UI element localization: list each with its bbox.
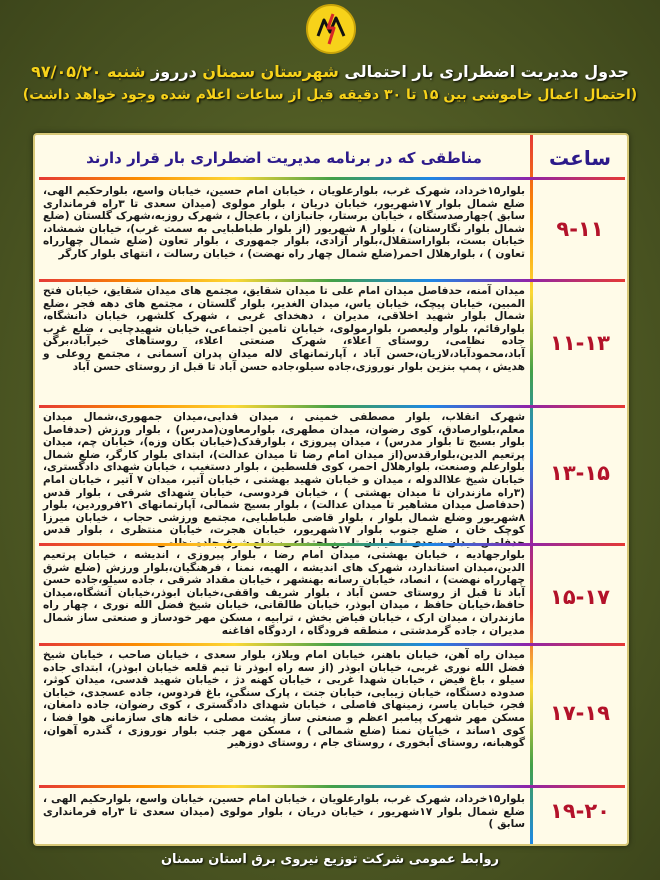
- title-city: شهرستان سمنان: [202, 62, 339, 81]
- table-row-areas: بلوار۱۵خرداد، شهرک غرب، بلوارعلویان ، خیابان امام حسین، خیابان واسع، بلوارحکیم الهی ، ضلع شمال بلوار ۱۷شهریور ، خیابان دریان ، بلوار مولوی (میدان سعدی تا ۳راه فرمانداری سابق ): [43, 793, 525, 831]
- row-separator: [39, 785, 625, 788]
- title-date: شنبه ۹۷/۰۵/۲۰: [31, 62, 146, 81]
- table-row-areas: میدان راه آهن، خیابان باهنر، خیابان امام ویلاز، بلوار سعدی ، خیابان صاحب ، خیابان شیخ فضل الله نوری غربی، خیابان ابوذر (از سه راه ابوذر تا تیم قلعه خیابان ابوذر)، ابتدای جاده سیلو ، باغ فیض ، خیابان شهدا غربی ، خیابان کهنه دژ ، خیابان شهید قدسی، میدان کوثر، صدوده دستگاه، خیابان زیبایی، خیابان جنت ، پارک سنگی، باغ فردوس، جاده عسجدی، خیابان فجر، خیابان یاسر، زمینهای فاصلی ، خیابان شهدای دادگستری ، کوی رضوان، جاده دامغان، مسکن مهر شهرک پیامبر اعظم و صنعتی ساز پشت مصلی ، خانه های سازمانی هوا فضا ، کوی ۱ساند ، خیابان نمنا (ضلع شمالی ) ، مسکن مهر جنب بلوار نوروزی ، گندره آهوان، گوهبانه، روستای آبخوری ، روستای جام ، روستای دوزهیر: [43, 649, 525, 750]
- page-title: [12, 62, 648, 82]
- row-separator: [39, 543, 625, 546]
- title-prefix: جدول مدیریت اضطراری بار احتمالی: [338, 62, 629, 81]
- row-separator: [39, 279, 625, 282]
- table-row-time: ۱۷-۱۹: [550, 701, 610, 725]
- column-header-time: ساعت: [548, 146, 611, 170]
- row-separator: [39, 643, 625, 646]
- column-divider: [530, 135, 533, 844]
- header-separator: [39, 177, 625, 180]
- table-row-time: ۱۳-۱۵: [550, 461, 610, 485]
- row-separator: [39, 405, 625, 408]
- footer-credit: روابط عمومی شرکت توزیع نیروی برق استان سمنان: [160, 852, 500, 867]
- table-row-areas: بلوار۱۵خرداد، شهرک غرب، بلوارعلویان ، خیابان امام حسین، خیابان واسع، بلوارحکیم الهی، ضلع شمال بلوار ۱۷شهریور، خیابان دریان ، بلوار مولوی (میدان سعدی تا ۳راه فرمانداری سابق )جهارصدستگاه ، خیابان برستار، جانبازان ، باعجال ، شهرک روزبه،شهرک گلستان (ضلع شمال بلوار نگارستان) ، بلوار ۸ شهریور (از بلوار طباطبایی به سمت غرب)، خیابان شمشاد، خیابان بست، بلواراستقلال،بلوار آزادی، بلوار جمهوری ، بلوار تعاون (ضلع شمال چهارراه تعاون ) ، بلوارهلال احمر(ضلع شمال چهار راه نهضت) ، خیابان رسالت ، انتهای بلوار کارگر: [43, 185, 525, 260]
- column-header-areas: مناطقی که در برنامه مدیریت اضطراری بار قرار دارند: [86, 149, 482, 167]
- table-row-areas: بلوارجهادیه ، خیابان بهشتی، میدان امام رضا ، بلوار پیروزی ، اندیشه ، خیابان پرتعیم الدین،میدان استاندارد، شهرک های اندیشه ، الهیه، نمنا ، فرهنگیان،بلوار ورزش (ضلع شرق چهارراه نهضت) ، انصاد، خیابان رسانه بهنشهر ، خیابان مقداد شرقی ، جاده سیلو،جاده حسن آباد تا قبل از روستای حسن آباد ، بلوار شریف واقفی،خیابان ابوذر،خیابان آتشگاه،میدان حافظ،خیابان حافظ ، میدان ابوذر، خیابان طالقانی، خیابان شیخ فضل الله نوری ، چهار راه مازندران ، میدان ارک ، خیابان فیاض بخش ، ترابیه ، مسکن مهر خودساز و صنعتی ساز شمال مدیران ، جاده گرمدشتی ، منطقه فرودگاه ، اردوگاه افاغنه: [43, 549, 525, 637]
- power-company-logo-icon: [306, 4, 356, 54]
- schedule-table: [33, 133, 629, 846]
- table-row-areas: میدان آمنه، حدفاصل میدان امام علی تا میدان شقایق، مجتمع های میدان شقایق، خیابان فتح المبین، خیابان پیچک، خیابان یاس، میدان الغدیر، بلوار گلستان ، مجتمع های دهه فجر ،ضلع شمال بلوار شهید اخلاقی، مدیران ، دهخدای غربی ، شهرک کلشهر، خیابان دانشگاه، بلوارقائم، بلوار ولیعصر، بلوارمولوی، خیابان تامین اجتماعی، خیابان شهیدچایی ، ضلع غرب جاده نظامی، روستای اعلاء، شهرک صنعتی اعلاء، روستاهای خیرآباد،برگن آباد،محمودآباد،لازیان،حسن آباد ، آپارتمانهای لاله میدان پدران آسمانی ، مجتمع روعلی و هدیش ، پمپ بنزین بلوار نوروزی،جاده سیلو،جاده حسن آباد تا قبل از روستای حسن آباد: [43, 285, 525, 373]
- table-row-time: ۱۱-۱۳: [550, 331, 610, 355]
- page-subtitle: (احتمال اعمال خاموشی بین ۱۵ تا ۳۰ دقیقه قبل از ساعات اعلام شده وجود خواهد داشت): [22, 87, 638, 103]
- table-row-areas: شهرک انقلاب، بلوار مصطفی خمینی ، میدان فدایی،میدان جمهوری،شمال میدان معلم،بلوارصادق، کوی رضوان، میدان مطهری، بلوارمعاون(مدرس) ، بلوار ورزش (حدفاصل بلوار بسیج تا بلوار مدرس) ، میدان پیروزی ، بلوارقدک(خیابان بکان وزه)، خیابان چم، میدان پرتعیم الدین،بلوارقدس(از میدان امام رضا تا میدان عدالت)، ابتدای بلوار کارگر، ضلع شمال بلوارعلم وصنعت، بلوارهلال احمر، کوی فلسطین ، بلوار دستغیب ، خیابان شهدای دادگستری، خیابان شیخ علاالدوله ، میدان و خیابان شهید بهشتی ، خیابان آتیر، میدان ۷ آتیر ، خیابان امام (۳راه مازندران تا میدان بهشتی ) ، خیابان فردوسی، خیابان شهدای شرقی ، بلوار قدس (حدفاصل میدان مشاهیر تا میدان عدالت) ، بلوار بسیج شمالی، آپارتمانهای ۲۱فروردین، بلوار ۸شهریور وضلع شمال بلوار ، بلوار قاضی طباطبایی، مجتمع ورزشی حجاب ، خیابان میرزا کوچک خان ، ضلع جنوب بلوار ۱۷شهریور، خیابان هجرت، خیابان منتظری ، بلوار قدس: [43, 411, 526, 537]
- table-row-time: ۹-۱۱: [556, 217, 604, 241]
- table-row-time: ۱۹-۲۰: [550, 799, 610, 823]
- title-suffix: درروز: [145, 62, 203, 81]
- table-row-time: ۱۵-۱۷: [550, 585, 610, 609]
